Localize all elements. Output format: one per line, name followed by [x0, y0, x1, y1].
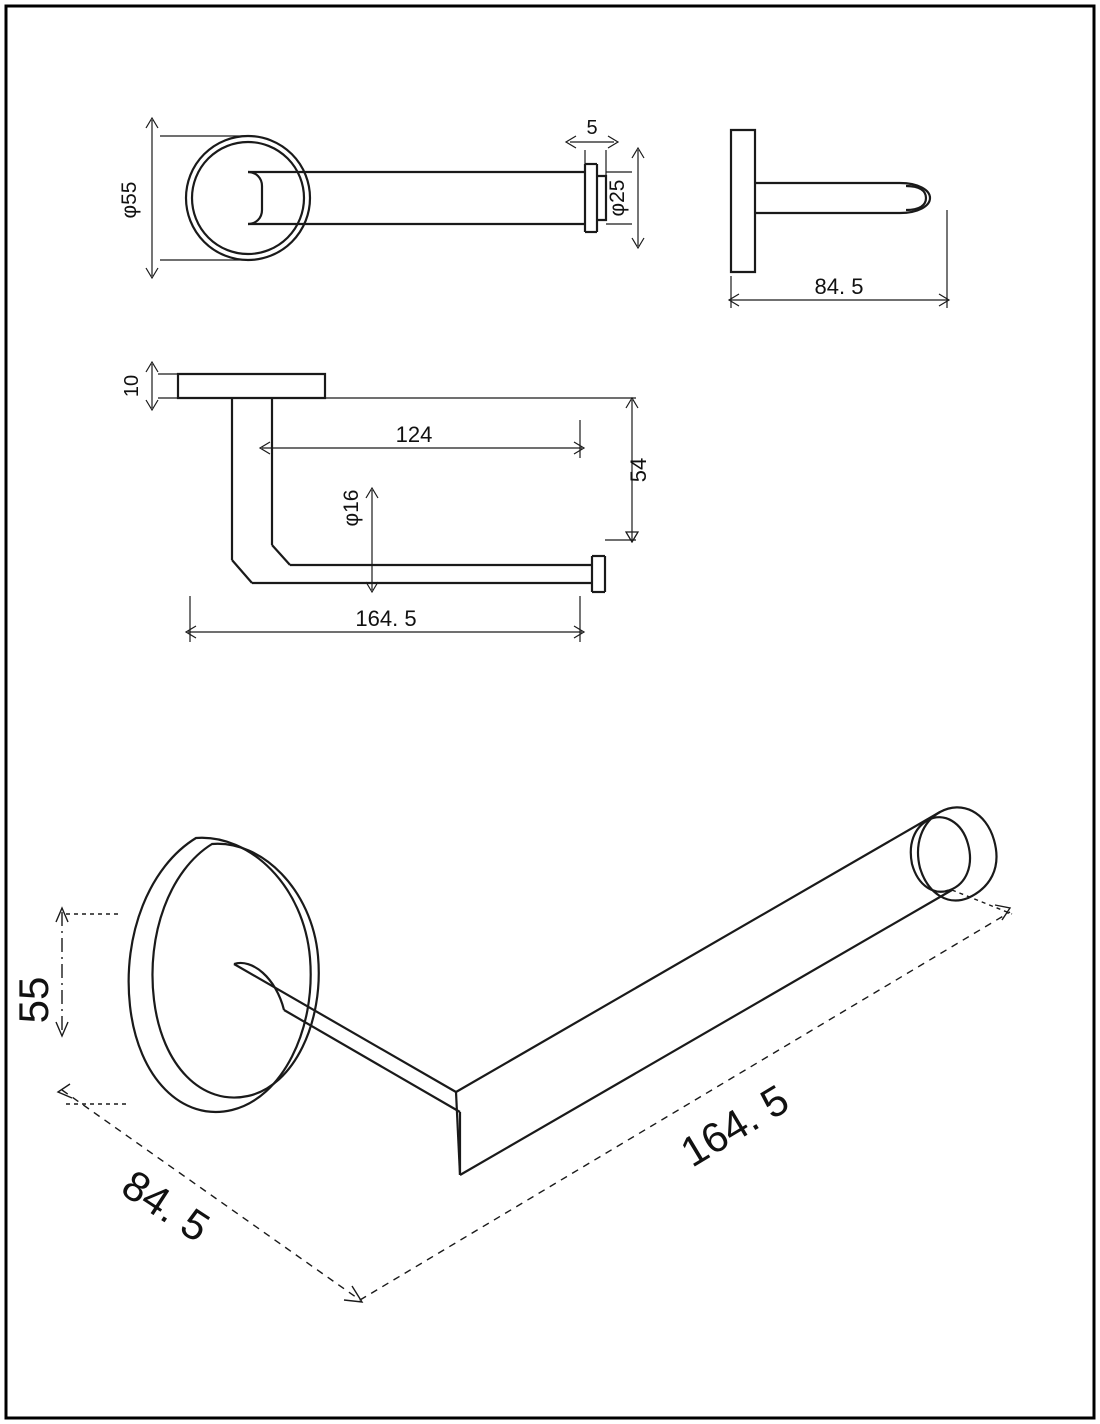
- side-view-geometry: [731, 130, 930, 272]
- front-view-geometry: [178, 374, 605, 592]
- dim-flange-diameter: φ55: [118, 181, 141, 219]
- dim-bar-diameter: φ25: [606, 179, 629, 217]
- isometric-dimensions: [56, 890, 1012, 1302]
- dim-overall-length: 164. 5: [355, 606, 417, 631]
- dim-overall-depth: 84. 5: [814, 274, 864, 299]
- dim-arm-diameter: φ16: [340, 489, 363, 527]
- dim-iso-depth: 84. 5: [113, 1160, 218, 1251]
- isometric-view-geometry: [129, 807, 997, 1175]
- dim-iso-height: 55: [10, 976, 57, 1024]
- dim-bar-end-gap: 5: [586, 117, 598, 139]
- dim-inner-length: 124: [395, 422, 433, 447]
- dim-plate-thickness: 10: [121, 374, 143, 398]
- dim-iso-length: 164. 5: [672, 1075, 797, 1176]
- dim-drop-height: 54: [626, 457, 651, 483]
- front-view-dimensions: [146, 362, 638, 642]
- top-view-geometry: [186, 136, 606, 260]
